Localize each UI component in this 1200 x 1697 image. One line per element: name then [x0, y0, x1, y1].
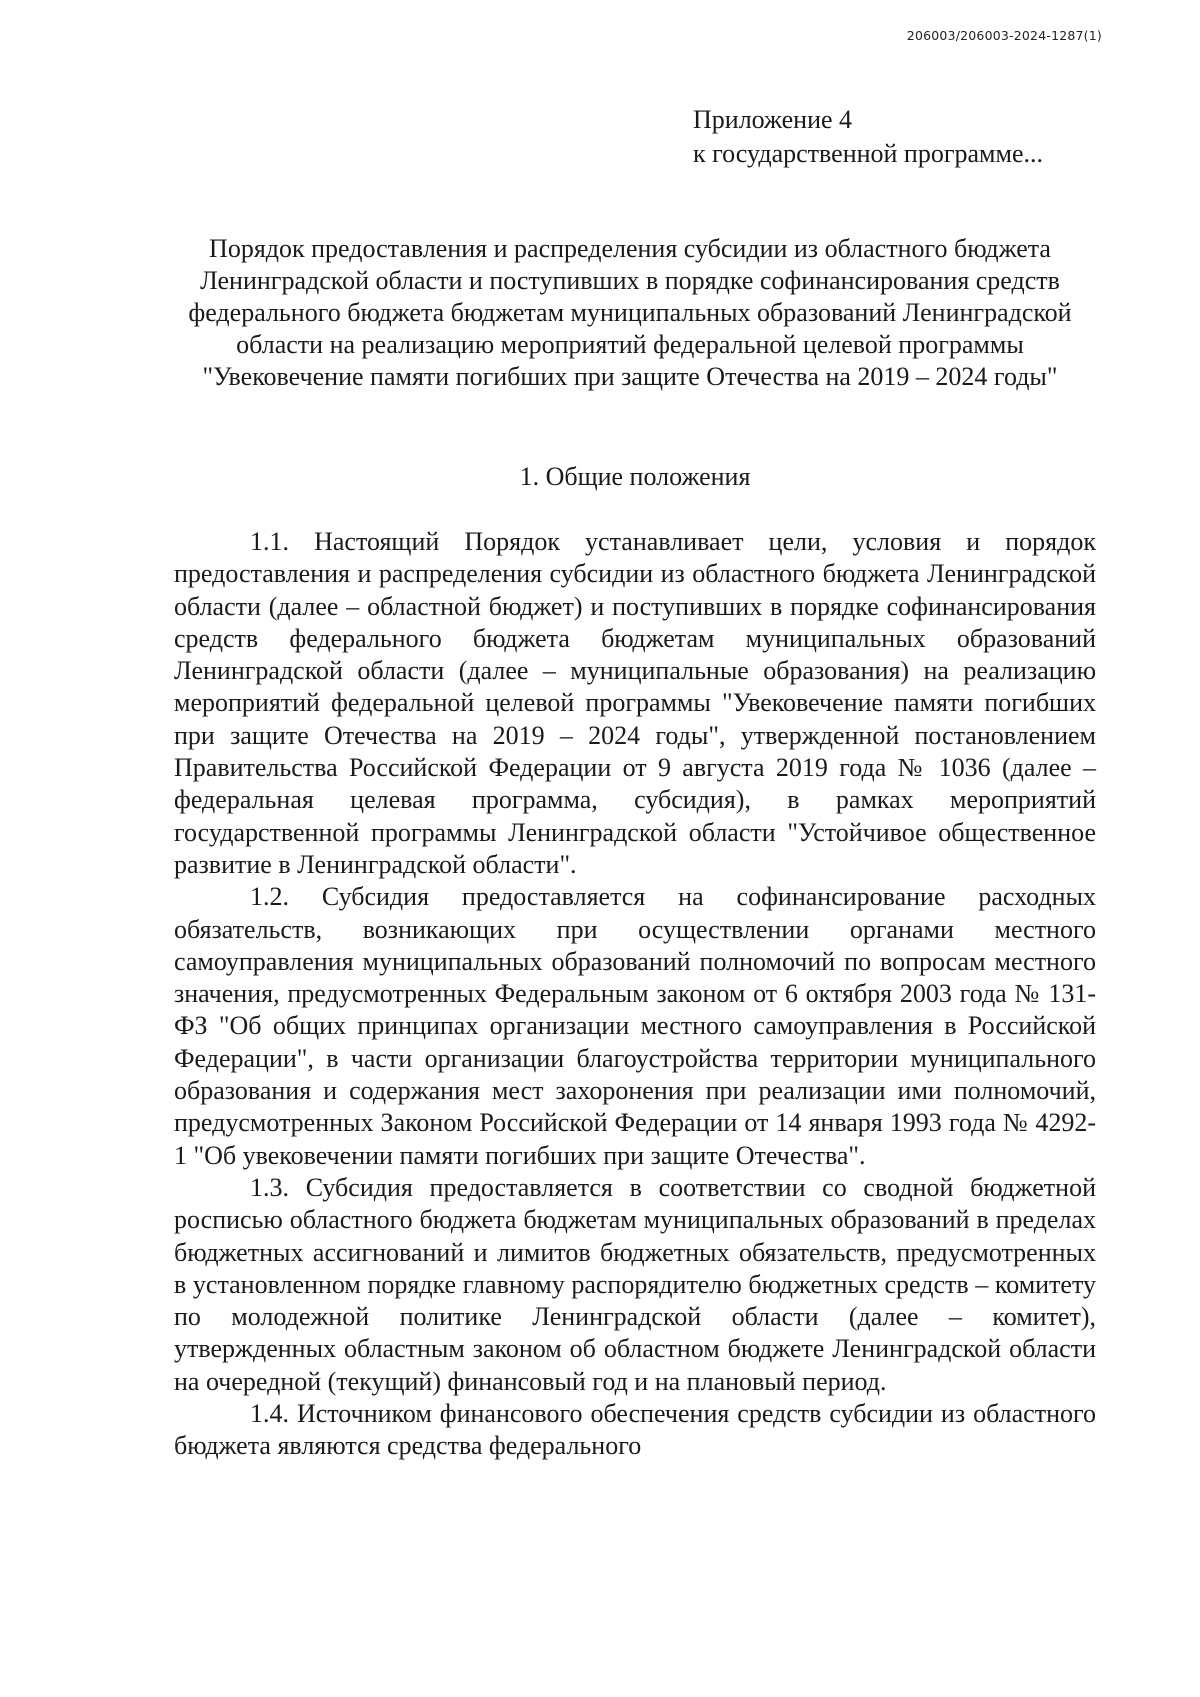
appendix-reference: [693, 103, 1043, 171]
document-body: [174, 526, 1096, 1463]
document-id: 206003/206003-2024-1287(1): [906, 28, 1102, 43]
paragraph-1-1: 1.1. Настоящий Порядок устанавливает цели, условия и порядок предоставления и распределения субсидии из областного бюджета Ленинградской области (далее – областной бюджет) и поступивших в порядке софинансирования средств федерального бюджета бюджетам муниципальных образований Ленинградской области (далее – муниципальные образования) на реализацию мероприятий федеральной целевой программы "Увековечение памяти погибших при защите Отечества на 2019 – 2024 годы", утвержденной постановлением Правительства Российской Федерации от 9 августа 2019 года № 1036 (далее – федеральная целевая программа, субсидия), в рамках мероприятий государственной программы Ленинградской области "Устойчивое общественное развитие в Ленинградской области".: [174, 527, 1096, 879]
section-heading: 1. Общие положения: [519, 462, 751, 491]
appendix-program: к государственной программе...: [693, 139, 1043, 168]
paragraph-1-2: 1.2. Субсидия предоставляется на софинансирование расходных обязательств, возникающих при осуществлении органами местного самоуправления муниципальных образований полномочий по вопросам местного значения, предусмотренных Федеральным законом от 6 октября 2003 года № 131-ФЗ "Об общих принципах организации местного самоуправления в Российской Федерации", в части организации благоустройства территории муниципального образования и содержания мест захоронения при реализации ими полномочий, предусмотренных Законом Российской Федерации от 14 января 1993 года № 4292-1 "Об увековечении памяти погибших при защите Отечества".: [174, 882, 1096, 1170]
paragraph-1-3: 1.3. Субсидия предоставляется в соответствии со сводной бюджетной росписью областного бюджета бюджетам муниципальных образований в пределах бюджетных ассигнований и лимитов бюджетных обязательств, предусмотренных в установленном порядке главному распорядителю бюджетных средств – комитету по молодежной политике Ленинградской области (далее – комитет), утвержденных областным законом об областном бюджете Ленинградской области на очередной (текущий) финансовый год и на плановый период.: [174, 1172, 1096, 1396]
paragraph-1-4: 1.4. Источником финансового обеспечения средств субсидии из областного бюджета являются средства федерального: [174, 1399, 1096, 1461]
document-title: Порядок предоставления и распределения субсидии из областного бюджета Ленинградской области и поступивших в порядке софинансирования средств федерального бюджета бюджетам муниципальных образований Ленинградской области на реализацию мероприятий федеральной целевой программы "Увековечение памяти погибших при защите Отечества на 2019 – 2024 годы": [188, 234, 1072, 391]
appendix-number: Приложение 4: [693, 105, 853, 134]
